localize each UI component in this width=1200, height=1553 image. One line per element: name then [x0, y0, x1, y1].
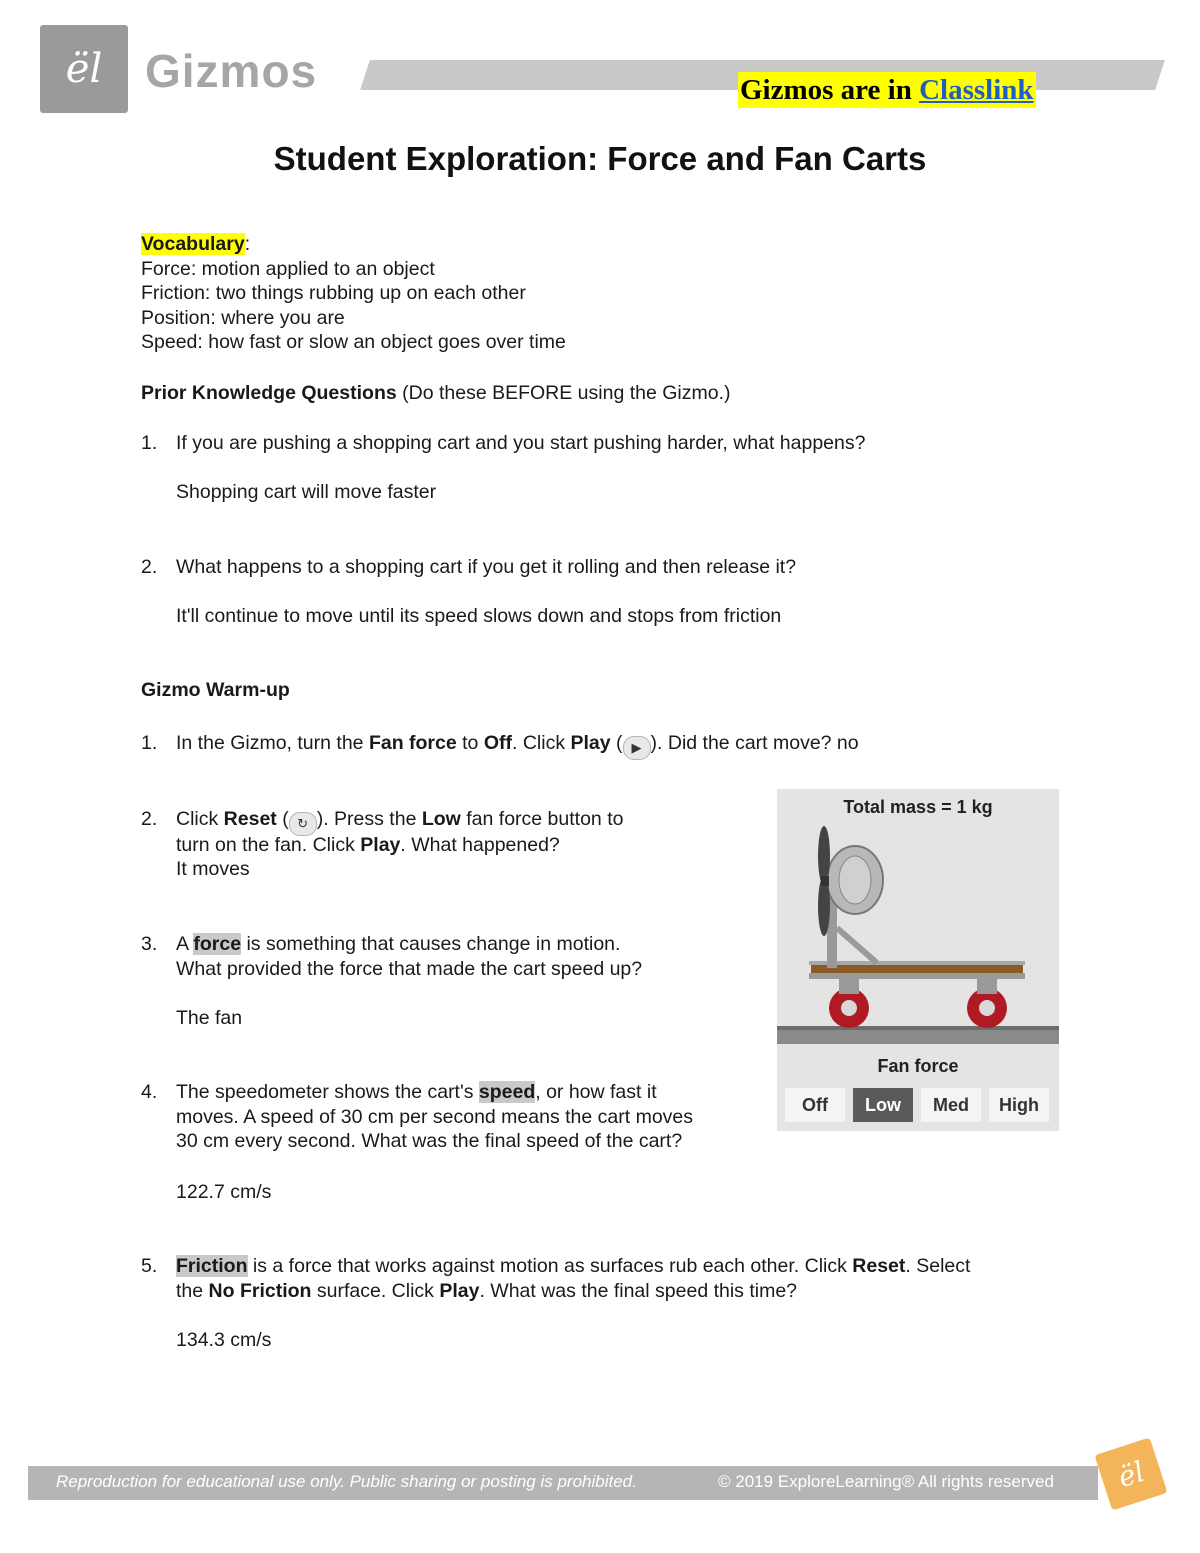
- fan-high-button[interactable]: High: [989, 1088, 1049, 1122]
- q4-speed-term: speed: [478, 1081, 536, 1103]
- brand-name: Gizmos: [145, 45, 318, 97]
- prior-q1: If you are pushing a shopping cart and you start pushing harder, what happens?: [176, 432, 866, 454]
- q2-text-a: Click: [176, 808, 224, 830]
- q2-line2-a: turn on the fan. Click: [176, 834, 361, 856]
- q1-text-e: . Click: [511, 732, 571, 754]
- vocab-force: Force: motion applied to an object: [141, 258, 435, 280]
- vocab-position: Position: where you are: [141, 307, 345, 329]
- q2-low: Low: [421, 808, 461, 830]
- track: [777, 1028, 1059, 1044]
- q5-no-friction: No Friction: [208, 1280, 312, 1302]
- q1-text-a: In the Gizmo, turn the: [176, 732, 369, 754]
- prior-q1-number: 1.: [141, 432, 158, 454]
- gizmos-logo: [40, 25, 128, 113]
- q5-play: Play: [439, 1280, 480, 1302]
- fan-off-button[interactable]: Off: [785, 1088, 845, 1122]
- fan-force-label: Fan force: [877, 1056, 959, 1076]
- logo-mark: ël: [65, 46, 103, 92]
- q4-text-a: The speedometer shows the cart's: [176, 1081, 479, 1103]
- q1-play: Play: [570, 732, 611, 754]
- warmup-q3-line1: [176, 932, 620, 957]
- vocabulary-colon: :: [244, 233, 251, 255]
- q2-text-d: ). Press the: [316, 808, 422, 830]
- prior-q2: What happens to a shopping cart if you get it rolling and then release it?: [176, 556, 797, 578]
- classlink-note: [738, 72, 1036, 108]
- warmup-q3-number: 3.: [141, 933, 158, 955]
- footer-logo-mark: ël: [1113, 1454, 1149, 1494]
- q5-line2-e: . What was the final speed this time?: [479, 1280, 798, 1302]
- warmup-a3: The fan: [176, 1007, 243, 1029]
- warmup-q4-line2: moves. A speed of 30 cm per second means the cart moves: [176, 1106, 694, 1128]
- warmup-a5: 134.3 cm/s: [176, 1329, 272, 1351]
- vocabulary-heading-line: [141, 232, 250, 257]
- fan-low-button[interactable]: Low: [853, 1088, 913, 1122]
- q1-text-c: to: [456, 732, 484, 754]
- fan-cart-illustration: [777, 818, 1059, 1050]
- q5-text-b: is a force that works against motion as surfaces rub each other. Click: [247, 1255, 853, 1277]
- warmup-q5-line1: [176, 1254, 970, 1279]
- q1-off: Off: [483, 732, 512, 754]
- warmup-q2-number: 2.: [141, 808, 158, 830]
- q2-reset: Reset: [223, 808, 277, 830]
- vocab-friction: Friction: two things rubbing up on each other: [141, 282, 526, 304]
- q2-line2-c: . What happened?: [400, 834, 560, 856]
- explorelearning-logo: [1094, 1437, 1167, 1510]
- q2-text-f: fan force button to: [460, 808, 624, 830]
- prior-heading-line: [141, 381, 731, 406]
- classlink-prefix: Gizmos are in: [740, 74, 920, 106]
- warmup-q2-line1: [176, 807, 623, 836]
- q3-text-a: A: [176, 933, 194, 955]
- q1-text-g: (: [610, 732, 623, 754]
- vocab-speed: Speed: how fast or slow an object goes over time: [141, 331, 566, 353]
- classlink-link[interactable]: Classlink: [919, 74, 1034, 106]
- warmup-q1-number: 1.: [141, 732, 158, 754]
- total-mass-label: Total mass = 1 kg: [843, 797, 993, 817]
- q5-reset: Reset: [852, 1255, 906, 1277]
- warmup-q5-number: 5.: [141, 1255, 158, 1277]
- q4-text-c: , or how fast it: [535, 1081, 657, 1103]
- reset-icon: ↻: [289, 812, 317, 836]
- q1-text-h: ). Did the cart move? no: [650, 732, 859, 754]
- q2-play: Play: [360, 834, 401, 856]
- page-title: Student Exploration: Force and Fan Carts: [273, 140, 927, 177]
- warmup-q5-line2: [176, 1279, 797, 1304]
- play-icon: ▶: [623, 736, 651, 760]
- q5-friction-term: Friction: [176, 1255, 248, 1277]
- warmup-q3-line2: What provided the force that made the cart speed up?: [176, 958, 643, 980]
- warmup-heading: Gizmo Warm-up: [141, 679, 290, 701]
- q3-force-term: force: [193, 933, 242, 955]
- q5-line2-c: surface. Click: [311, 1280, 440, 1302]
- footer-copyright: © 2019 ExploreLearning® All rights reserved: [718, 1472, 1054, 1491]
- warmup-q4-line3: 30 cm every second. What was the final speed of the cart?: [176, 1130, 683, 1152]
- warmup-a2: It moves: [176, 858, 250, 880]
- warmup-q4-number: 4.: [141, 1081, 158, 1103]
- q2-text-c: (: [276, 808, 289, 830]
- warmup-q2-line2: [176, 833, 560, 858]
- q3-text-c: is something that causes change in motion.: [241, 933, 621, 955]
- warmup-a4: 122.7 cm/s: [176, 1181, 272, 1203]
- prior-q2-number: 2.: [141, 556, 158, 578]
- prior-a1: Shopping cart will move faster: [176, 481, 437, 503]
- footer-notice: Reproduction for educational use only. Public sharing or posting is prohibited.: [56, 1472, 637, 1491]
- q1-fan-force: Fan force: [368, 732, 457, 754]
- fan-med-button[interactable]: Med: [921, 1088, 981, 1122]
- warmup-q4-line1: [176, 1080, 657, 1105]
- q5-line2-a: the: [176, 1280, 209, 1302]
- warmup-q1: [176, 731, 859, 760]
- vocabulary-heading: Vocabulary: [141, 233, 245, 255]
- prior-subtitle: (Do these BEFORE using the Gizmo.): [396, 382, 731, 404]
- prior-heading: Prior Knowledge Questions: [141, 382, 397, 404]
- q5-text-d: . Select: [905, 1255, 971, 1277]
- prior-a2: It'll continue to move until its speed slows down and stops from friction: [176, 605, 782, 627]
